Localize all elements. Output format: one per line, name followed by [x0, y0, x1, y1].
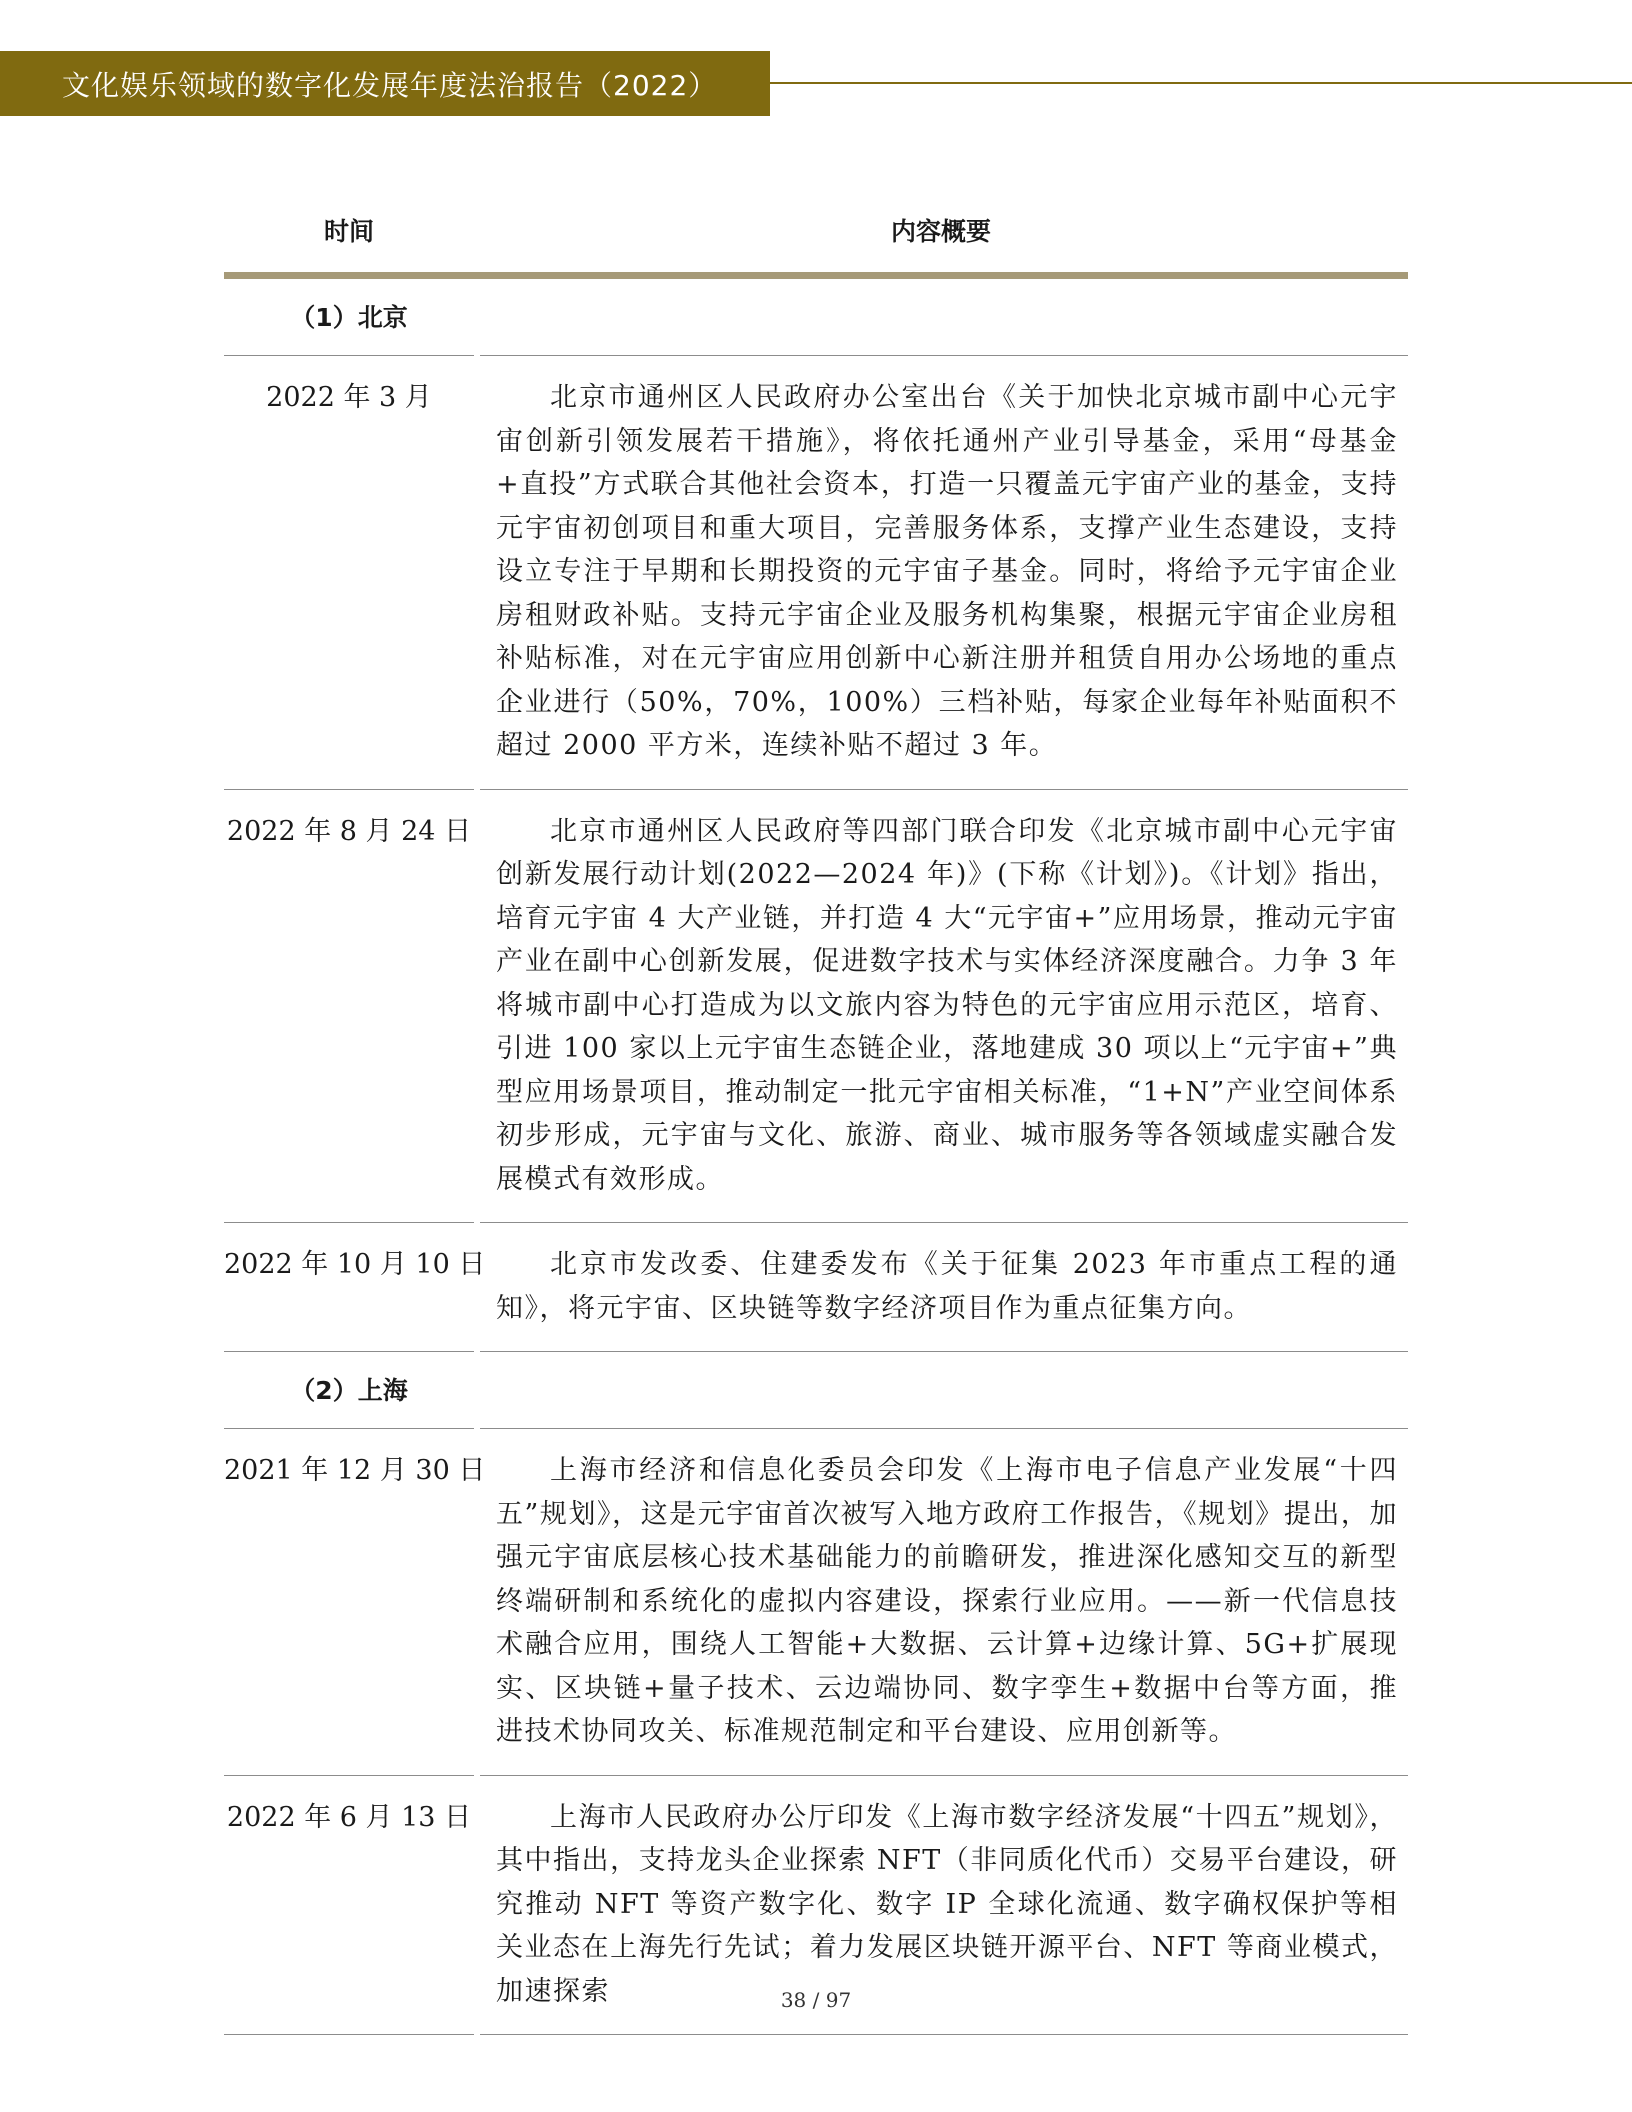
section-label: （2）上海	[290, 1376, 408, 1405]
row-time: 2022 年 6 月 13 日	[226, 1801, 472, 1833]
row-content: 上海市人民政府办公厅印发《上海市数字经济发展“十四五”规划》，其中指出，支持龙头企业探索 NFT（非同质化代币）交易平台建设，研究推动 NFT 等资产数字化、数字 IP 全球化流通、数字确权保护等相关业态在上海先行先试；着力发展区块链开源平台、NFT 等商业模式，加速探索	[496, 1801, 1398, 2007]
row-content: 北京市发改委、住建委发布《关于征集 2023 年市重点工程的通知》，将元宇宙、区块链等数字经济项目作为重点征集方向。	[496, 1249, 1398, 1324]
header-band	[0, 51, 770, 116]
page-number: 38 / 97	[780, 1988, 852, 2012]
header-rule	[770, 82, 1632, 84]
row-time: 2021 年 12 月 30 日	[224, 1455, 486, 1486]
table-header	[224, 188, 1408, 279]
table-row	[224, 356, 1408, 790]
row-time: 2022 年 3 月	[266, 382, 432, 413]
policy-table	[224, 188, 1408, 2035]
table-row	[224, 1429, 1408, 1776]
row-time: 2022 年 8 月 24 日	[226, 815, 472, 847]
table-row	[224, 1223, 1408, 1352]
row-content: 北京市通州区人民政府办公室出台《关于加快北京城市副中心元宇宙创新引领发展若干措施》，将依托通州产业引导基金，采用“母基金+直投”方式联合其他社会资本，打造一只覆盖元宇宙产业的基金，支持元宇宙初创项目和重大项目，完善服务体系，支撑产业生态建设，支持设立专注于早期和长期投资的元宇宙子基金。同时，将给予元宇宙企业房租财政补贴。支持元宇宙企业及服务机构集聚，根据元宇宙企业房租补贴标准，对在元宇宙应用创新中心新注册并租赁自用办公场地的重点企业进行（50%，70%，100%）三档补贴，每家企业每年补贴面积不超过 2000 平方米，连续补贴不超过 3 年。	[496, 382, 1398, 761]
section-row-shanghai	[224, 1352, 1408, 1429]
section-row-beijing	[224, 279, 1408, 356]
report-title: 文化娱乐领域的数字化发展年度法治报告（2022）	[62, 68, 718, 102]
column-header-content: 内容概要	[890, 217, 991, 246]
table-row	[224, 790, 1408, 1224]
row-time: 2022 年 10 月 10 日	[224, 1249, 486, 1280]
row-content: 北京市通州区人民政府等四部门联合印发《北京城市副中心元宇宙创新发展行动计划(2022—2024 年)》(下称《计划》)。《计划》指出，培育元宇宙 4 大产业链，并打造 4 大“元宇宙+”应用场景，推动元宇宙产业在副中心创新发展，促进数字技术与实体经济深度融合。力争 3 年将城市副中心打造成为以文旅内容为特色的元宇宙应用示范区，培育、引进 100 家以上元宇宙生态链企业，落地建成 30 项以上“元宇宙+”典型应用场景项目，推动制定一批元宇宙相关标准，“1+N”产业空间体系初步形成，元宇宙与文化、旅游、商业、城市服务等各领域虚实融合发展模式有效形成。	[496, 815, 1398, 1195]
section-label: （1）北京	[290, 303, 408, 332]
column-header-time: 时间	[323, 217, 374, 246]
row-content: 上海市经济和信息化委员会印发《上海市电子信息产业发展“十四五”规划》，这是元宇宙首次被写入地方政府工作报告，《规划》提出，加强元宇宙底层核心技术基础能力的前瞻研发，推进深化感知交互的新型终端研制和系统化的虚拟内容建设，探索行业应用。——新一代信息技术融合应用，围绕人工智能+大数据、云计算+边缘计算、5G+扩展现实、区块链+量子技术、云边端协同、数字孪生+数据中台等方面，推进技术协同攻关、标准规范制定和平台建设、应用创新等。	[496, 1455, 1398, 1747]
